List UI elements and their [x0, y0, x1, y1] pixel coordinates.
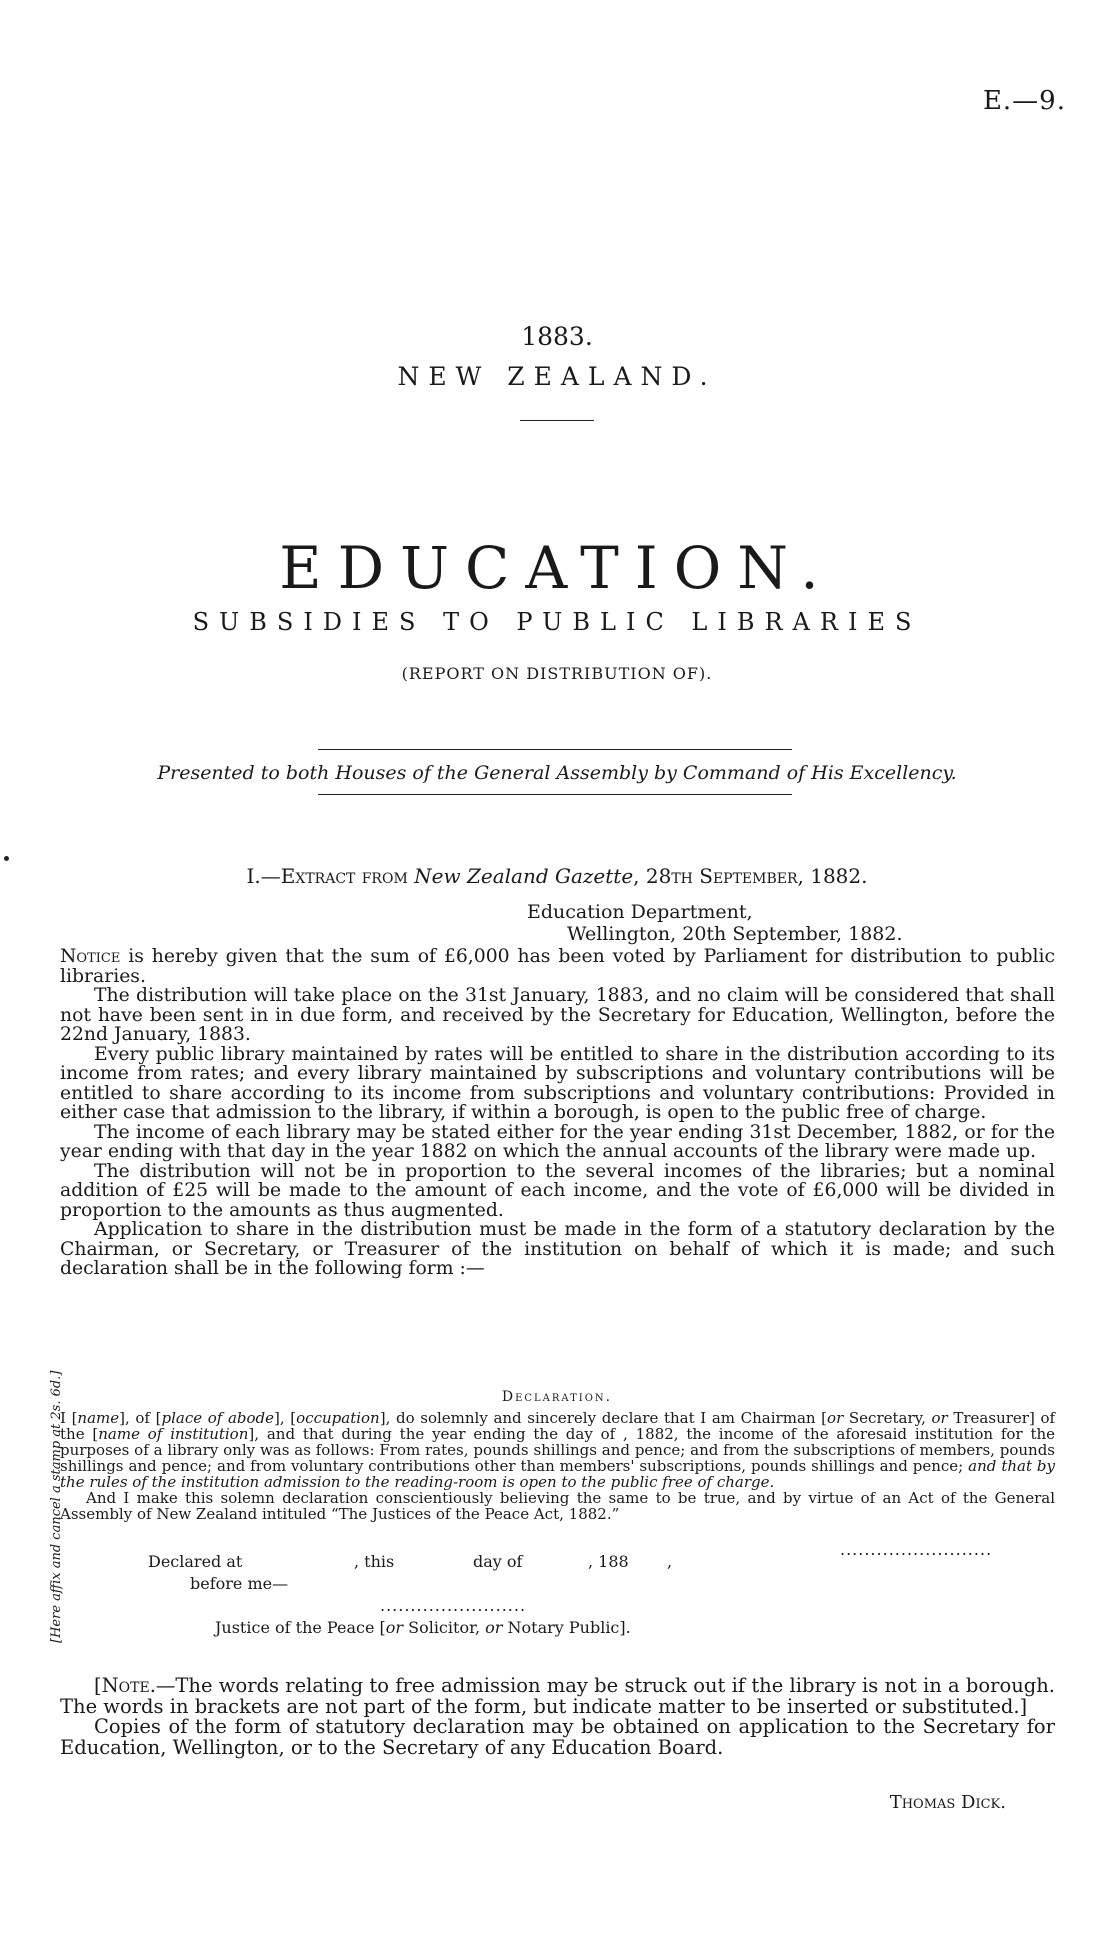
copies-paragraph: Copies of the form of statutory declaration may be obtained on application to the Secretary for Education, Wellington, or to the Secretary of any Education Board.: [60, 1715, 1055, 1759]
free-admission-clause: and that by the rules of the institution admission to the reading-room is open to the public free of charge.: [60, 1457, 1055, 1491]
notice-text: is hereby given that the sum of £6,000 has been voted by Parliament for distribution to public libraries.: [60, 946, 1055, 987]
this-label: , this: [354, 1552, 395, 1571]
paragraph-proportion: The distribution will not be in proportion to the several incomes of the libraries; but a nominal addition of £25 will be made to the amount of each income, and the vote of £6,000 will be divided in proportion to the amounts as thus augmented.: [60, 1160, 1055, 1221]
year-label: , 188: [588, 1552, 629, 1571]
signatory-name: Thomas Dick.: [889, 1792, 1006, 1813]
department-date: Wellington, 20th September, 1882.: [567, 923, 903, 945]
declared-at-label: Declared at: [148, 1552, 243, 1571]
paragraph-notice: [60, 947, 1055, 986]
before-me-label: before me—: [190, 1574, 289, 1593]
justice-label: Justice of the Peace [or Solicitor, or Notary Public].: [215, 1618, 631, 1637]
document-code: E.—9.: [982, 86, 1066, 116]
department-address: [527, 901, 903, 945]
declaration-title: Declaration.: [501, 1389, 613, 1405]
declaration-text: I [name], of [place of abode], [occupation], do solemnly and sincerely declare that I am Chairman [or Secretary, or Treasurer] of the [name of institution], and that during the year ending the day of , 1882, the income of the aforesaid institution for the purposes of a library only was as follows: From rates, pounds shillings and pence; and from the subscriptions of members, pounds shillings and pence; and from voluntary contributions other than members' subscriptions, pounds shillings and pence; and that by the rules of the institution admission to the reading-room is open to the public free of charge.: [60, 1409, 1056, 1491]
witness-line: ........................: [380, 1596, 527, 1615]
extract-heading-prefix: I.—Extract from: [246, 864, 415, 888]
declaration-body: [60, 1410, 1055, 1522]
paragraph-application: Application to share in the distribution must be made in the form of a statutory declaration by the Chairman, or Secretary, or Treasurer of the institution on behalf of which it is made; and such declaration shall be in the following form :—: [60, 1219, 1055, 1279]
note-section: [60, 1676, 1055, 1758]
divider-short: [520, 420, 594, 421]
date-comma: ,: [667, 1552, 673, 1571]
signature-line: .........................: [840, 1540, 993, 1559]
presented-line: Presented to both Houses of the General Assembly by Command of His Excellency.: [157, 762, 957, 784]
gazette-name: New Zealand Gazette: [414, 864, 634, 888]
stamp-note-text: [Here affix and cancel a stamp at 2s. 6d.]: [49, 1370, 64, 1643]
divider-bottom: [318, 794, 792, 795]
country-heading: NEW ZEALAND.: [397, 362, 717, 391]
department-name: Education Department,: [527, 901, 753, 923]
page-subtitle: SUBSIDIES TO PUBLIC LIBRARIES: [192, 608, 922, 636]
notice-lead: Notice: [60, 946, 121, 967]
paragraph-distribution-date: The distribution will take place on the 31st January, 1883, and no claim will be considered that shall not have been sent in in due form, and received by the Secretary for Education, Wellington, before the 22nd January, 1883.: [60, 985, 1055, 1045]
divider-top: [318, 749, 792, 750]
paragraph-entitlement: Every public library maintained by rates will be entitled to share in the distribution according to its income from rates; and every library maintained by subscriptions and voluntary contributions will be entitled to share according to its income from subscriptions and voluntary contributions: Provided in either case that admission to the library, if within a borough, is open to the public free of charge.: [60, 1043, 1055, 1123]
day-of-label: day of: [473, 1552, 523, 1571]
extract-heading: [0, 864, 1114, 888]
notice-body: [60, 947, 1055, 1279]
declaration-conscientious: And I make this solemn declaration conscientiously believing the same to be true, and by virtue of an Act of the General Assembly of New Zealand intituled “The Justices of the Peace Act, 1882.”: [60, 1489, 1055, 1523]
report-caption: (REPORT ON DISTRIBUTION OF).: [401, 664, 713, 683]
margin-mark: [4, 856, 9, 861]
publication-year: 1883.: [521, 322, 593, 351]
note-text: —The words relating to free admission may be struck out if the library is not in a borough. The words in brackets are not part of the form, but indicate matter to be inserted or substituted.]: [60, 1674, 1055, 1718]
paragraph-income-period: The income of each library may be stated either for the year ending 31st December, 1882, or for the year ending with that day in the year 1882 on which the annual accounts of the library were made up.: [60, 1121, 1055, 1162]
stamp-note: [49, 1370, 140, 1648]
note-paragraph: [60, 1676, 1055, 1717]
note-lead: [Note.: [94, 1674, 156, 1697]
extract-heading-date: , 28th September, 1882.: [633, 864, 868, 888]
page-title: EDUCATION.: [279, 534, 835, 602]
